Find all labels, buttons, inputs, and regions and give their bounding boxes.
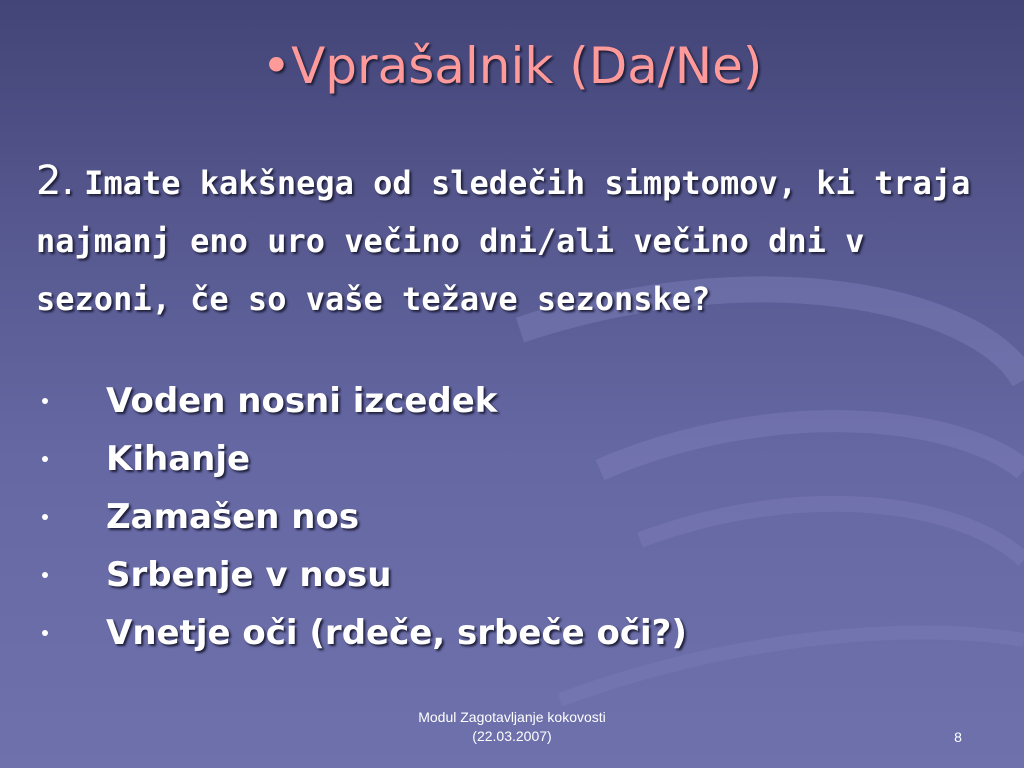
list-item [36,604,687,662]
bullet-icon [42,572,48,578]
question-number: 2. [36,158,75,204]
question [36,152,986,328]
slide-title: •Vprašalnik (Da/Ne) [261,37,763,95]
list-item-label: Vnetje oči (rdeče, srbeče oči?) [106,613,687,653]
bullet-icon [42,398,48,404]
page-number: 8 [954,729,962,745]
list-item [36,372,687,430]
bullet-icon [42,514,48,520]
list-item-label: Kihanje [106,439,251,479]
swoosh-arc-3 [640,504,1024,560]
list-item-label: Voden nosni izcedek [106,381,498,421]
footer-line-1: Modul Zagotavljanje kokovosti [418,709,606,725]
bullet-icon [42,630,48,636]
question-text: Imate kakšnega od sledečih simptomov, ki traja najmanj eno uro večino dni/ali večino dni v sezoni, če so vaše težave sezonske? [36,164,971,318]
footer-line-2: (22.03.2007) [472,728,552,744]
symptom-list [36,372,687,662]
list-item-label: Zamašen nos [106,497,360,537]
list-item-label: Srbenje v nosu [106,555,392,595]
list-item [36,546,687,604]
list-item [36,430,687,488]
list-item [36,488,687,546]
slide-footer [362,708,662,746]
bullet-icon [42,456,48,462]
